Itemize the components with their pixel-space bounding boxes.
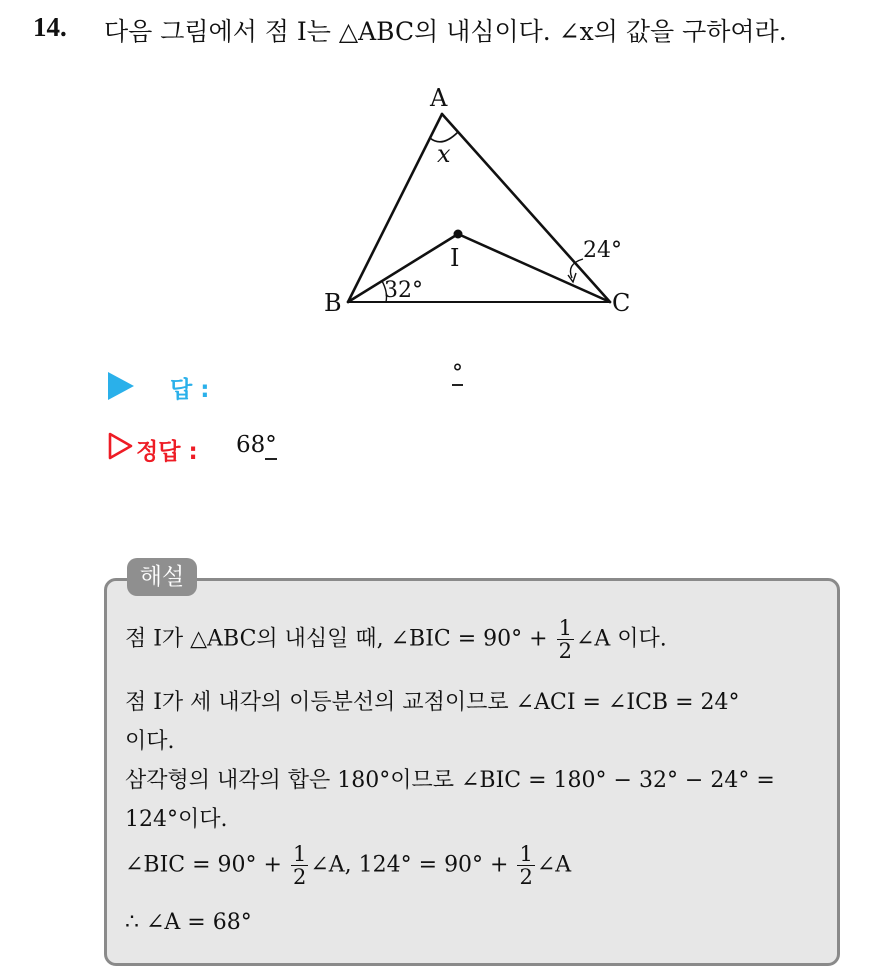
answer-blank[interactable]: ° — [452, 361, 463, 386]
fraction-denominator: 2 — [519, 865, 533, 889]
triangle-figure — [300, 82, 640, 322]
correct-unit: ° — [265, 432, 277, 458]
solution-line-1-a: 점 I가 △ABC의 내심일 때, ∠BIC = 90° + — [125, 626, 555, 652]
answer-play-icon — [108, 372, 134, 400]
vertex-label-B: B — [324, 289, 342, 317]
solution-line-6-a: ∠BIC = 90° + — [125, 852, 289, 878]
solution-line-6 — [125, 843, 571, 888]
fraction-numerator: 1 — [292, 842, 307, 866]
question-number: 14. — [33, 12, 67, 42]
incenter-point — [454, 230, 463, 239]
answer-label: 답 : — [170, 377, 210, 403]
side-AC — [442, 114, 610, 302]
solution-line-4: 삼각형의 내각의 합은 180°이므로 ∠BIC = 180° − 32° − 24° = — [125, 768, 775, 793]
angle-label-C: 24° — [583, 238, 622, 263]
vertex-label-C: C — [612, 289, 631, 317]
solution-line-1-b: ∠A 이다. — [575, 626, 667, 652]
fraction-half — [291, 843, 308, 888]
solution-line-7: ∴ ∠A = 68° — [125, 910, 252, 935]
incenter-label-I: I — [450, 244, 460, 272]
solution-line-6-c: ∠A — [536, 852, 572, 878]
solution-line-6-b: ∠A, 124° = 90° + — [310, 852, 516, 878]
vertex-label-A: A — [430, 84, 448, 112]
solution-tag: 해설 — [127, 558, 197, 596]
solution-line-5: 124°이다. — [125, 807, 228, 832]
correct-triangle-icon — [108, 432, 134, 460]
solution-line-1 — [125, 617, 667, 662]
question-text: 다음 그림에서 점 I는 △ABC의 내심이다. ∠x의 값을 구하여라. — [104, 17, 787, 46]
correct-label: 정답 : — [136, 439, 198, 465]
fraction-numerator: 1 — [558, 616, 572, 640]
fraction-denominator: 2 — [292, 865, 307, 889]
fraction-numerator: 1 — [519, 842, 533, 866]
fraction-half — [517, 843, 534, 888]
solution-line-3: 이다. — [125, 729, 175, 754]
fraction-half — [557, 617, 574, 662]
angle-label-B: 32° — [384, 278, 423, 303]
fraction-denominator: 2 — [558, 639, 572, 663]
angle-label-x: x — [437, 140, 451, 168]
solution-line-2: 점 I가 세 내각의 이등분선의 교점이므로 ∠ACI = ∠ICB = 24° — [125, 690, 740, 715]
correct-number: 68 — [236, 432, 266, 458]
correct-value — [236, 432, 277, 458]
